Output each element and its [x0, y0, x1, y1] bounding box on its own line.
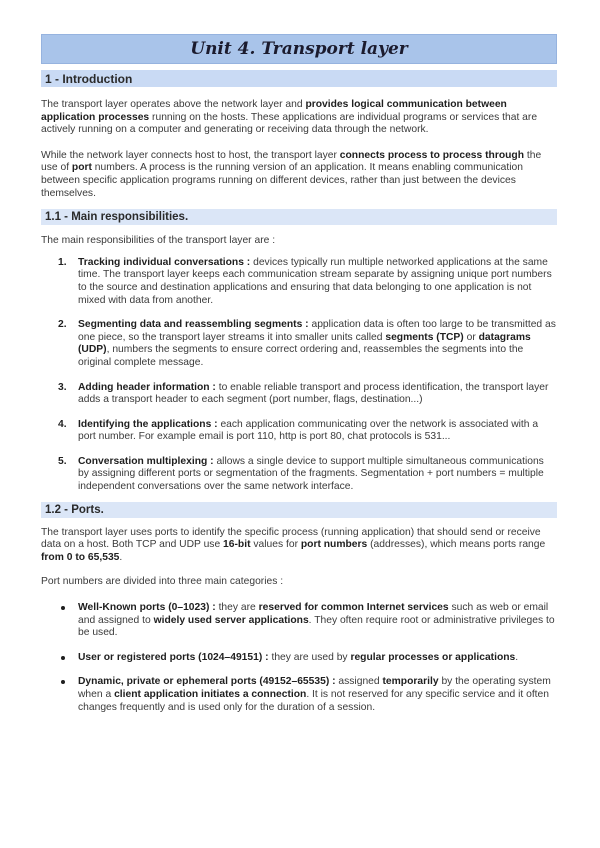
- bullet-icon: [61, 656, 65, 660]
- bold-run: regular processes or applications: [350, 651, 516, 663]
- text-run: The transport layer operates above the network layer and: [41, 99, 306, 110]
- text-run: The transport layer uses ports to identify the specific process (running application) that should send or receive data on a host. Both TCP and UDP use: [41, 526, 541, 551]
- text-run: allows a single device to support multiple simultaneous communications by assigning different ports or segmentation of the fragments. Segmentation + port numbers = multiple independent conversations over the same network interface.: [78, 455, 544, 493]
- document-title: Unit 4. Transport layer: [190, 39, 408, 59]
- responsibilities-intro: The main responsibilities of the transport layer are :: [41, 235, 276, 247]
- section-heading-text: 1.1 - Main responsibilities.: [45, 211, 189, 224]
- text-run: . They often require root or administrative privileges to be used.: [78, 614, 555, 639]
- title-banner: [41, 34, 557, 64]
- list-item: [41, 382, 557, 407]
- text-run: (addresses), which means ports range: [367, 539, 546, 551]
- bold-run: Adding header information :: [78, 381, 216, 393]
- list-item: [41, 602, 557, 640]
- text-run: assigned: [335, 676, 383, 688]
- list-item: [41, 319, 557, 369]
- list-number: 1.: [58, 256, 67, 268]
- text-run: application data is often too large to be transmitted as one piece, so the transport layer streams it into smaller units called: [78, 319, 556, 343]
- bullet-icon: [61, 680, 65, 684]
- bold-run: segments (TCP): [385, 331, 464, 343]
- intro-paragraph-2: [41, 150, 557, 200]
- text-run: devices typically run multiple networked applications at the same time. The transport layer keeps each communication stream separate by assigning unique port numbers to the source and destination applications and ensuring that data belonging to one application is not mixed with data from another.: [78, 256, 552, 306]
- text-run: or: [463, 331, 479, 343]
- text-run: they are: [215, 602, 259, 614]
- text-run: numbers. A process is the running version of an application. It means enabling communication between specific application programs running on different devices, rather than just between the devices themselves.: [41, 162, 523, 199]
- list-number: 3.: [58, 381, 67, 393]
- document-page: [41, 34, 557, 714]
- text-run: such as web or email and assigned to: [78, 602, 549, 626]
- text-run: .: [515, 651, 519, 663]
- bold-run: 16-bit: [223, 539, 251, 551]
- text-run: values for: [250, 539, 301, 551]
- text-run: , numbers the segments to ensure correct ordering and, reassembles the segments into the original complete message.: [78, 344, 524, 368]
- bold-run: temporarily: [382, 676, 439, 688]
- intro-paragraph-1: [41, 99, 557, 137]
- list-item: [41, 676, 557, 714]
- bold-run: Dynamic, private or ephemeral ports (49152–65535) :: [78, 676, 336, 688]
- bold-run: client application initiates a connection: [114, 689, 307, 700]
- ports-paragraph-1: [41, 527, 557, 565]
- bold-run: datagrams (UDP): [78, 331, 531, 356]
- bold-run: from 0 to 65,535: [41, 551, 120, 563]
- text-run: to enable reliable transport and process identification, the transport layer adds a transport header to each segment (port number, flags, destination...): [78, 381, 549, 406]
- bold-run: Well-Known ports (0–1023) :: [78, 602, 216, 614]
- bold-run: User or registered ports (1024–49151) :: [78, 651, 269, 663]
- text-run: the use of: [41, 149, 542, 174]
- list-number: 4.: [58, 418, 67, 430]
- section-heading-text: 1.2 - Ports.: [45, 503, 104, 516]
- section-heading-introduction: [41, 70, 557, 87]
- list-number: 5.: [58, 455, 67, 467]
- bold-run: Conversation multiplexing :: [78, 455, 214, 467]
- port-categories-list: [41, 602, 557, 714]
- ports-paragraph-2: Port numbers are divided into three main categories :: [41, 576, 284, 588]
- section-heading-ports: [41, 502, 557, 518]
- text-run: by the operating system when a: [78, 676, 551, 700]
- bold-run: connects process to process through: [339, 149, 525, 161]
- text-run: While the network layer connects host to host, the transport layer: [41, 149, 340, 161]
- section-heading-text: 1 - Introduction: [45, 71, 133, 86]
- bullet-icon: [61, 606, 65, 610]
- bold-run: Tracking individual conversations :: [78, 256, 251, 268]
- text-run: each application communicating over the network is associated with a port number. For example email is port 110, http is port 80, chat protocols is 531...: [78, 418, 539, 443]
- list-item: [41, 419, 557, 444]
- list-number: 2.: [58, 319, 67, 331]
- bold-run: widely used server applications: [153, 614, 309, 626]
- text-run: running on the hosts. These applications are individual programs or services that are actively running on a computer and generating or receiving data through the network.: [41, 111, 538, 136]
- list-item: [41, 257, 557, 307]
- bold-run: Identifying the applications :: [78, 418, 218, 430]
- section-heading-responsibilities: [41, 209, 557, 225]
- text-run: .: [119, 551, 123, 563]
- text-run: . It is not reserved for any specific service and it often changes frequently and is used only for the duration of a session.: [78, 689, 549, 713]
- text-run: they are used by: [268, 651, 351, 663]
- responsibilities-list: [41, 257, 557, 494]
- bold-run: provides logical communication between application processes: [41, 99, 507, 123]
- list-item: [41, 456, 557, 494]
- bold-run: port numbers: [300, 539, 368, 551]
- list-item: [41, 652, 557, 665]
- bold-run: Segmenting data and reassembling segments :: [78, 319, 309, 331]
- bold-run: port: [71, 162, 92, 174]
- bold-run: reserved for common Internet services: [258, 602, 449, 614]
